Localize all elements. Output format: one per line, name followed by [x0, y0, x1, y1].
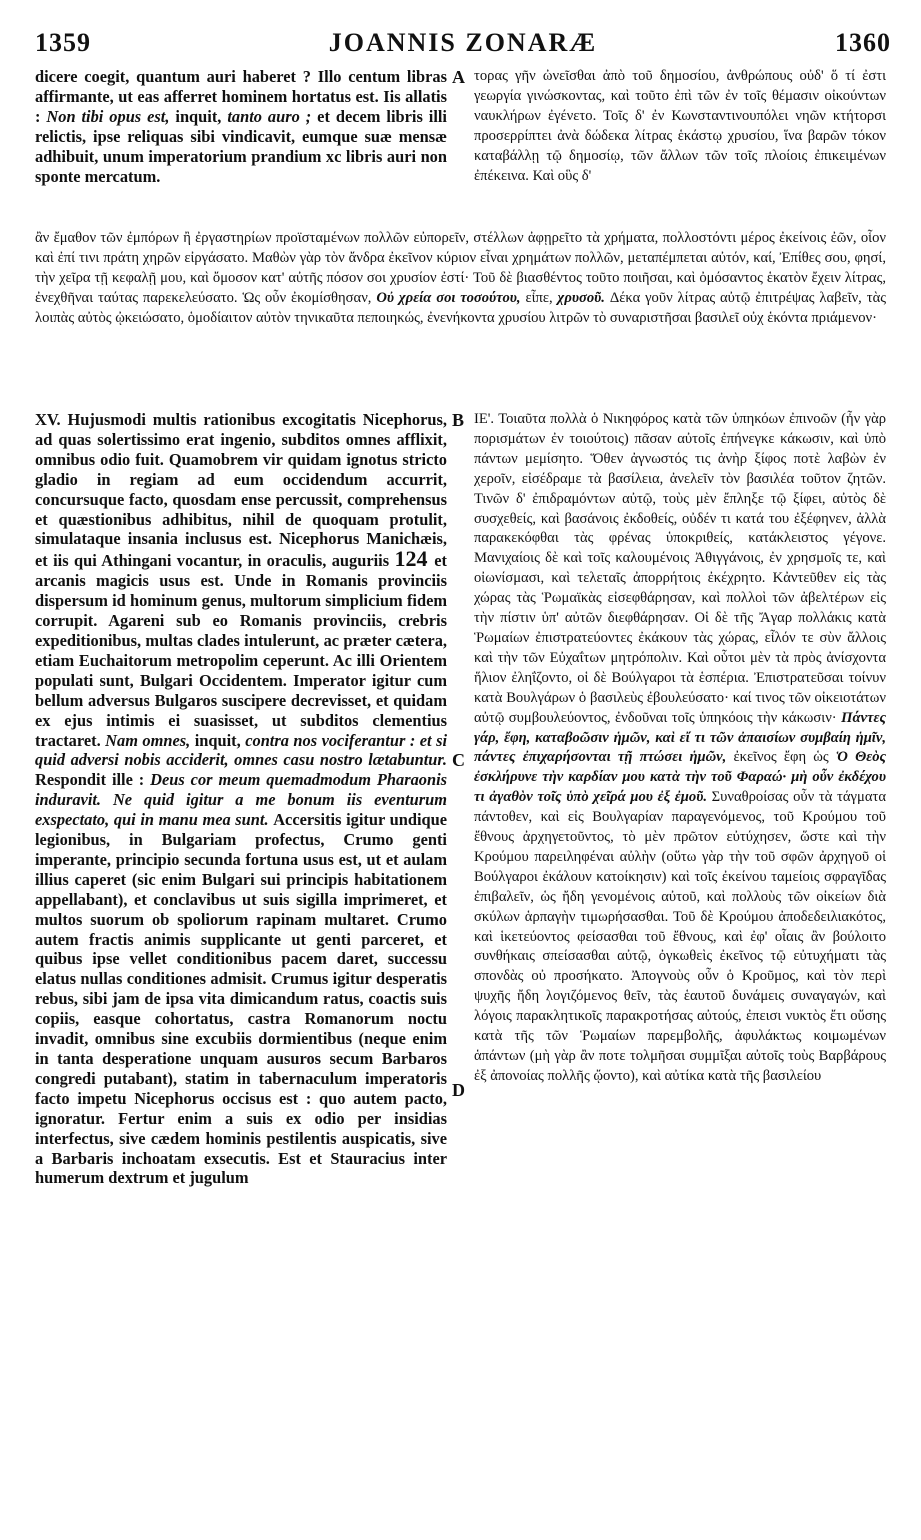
greek-quote: Ὁ Θεὸς ἐσκλήρυνε τὴν καρδίαν μου κατὰ τὴν τοῦ Φαραώ· μὴ οὖν ἐκδέχου τι ἀγαθὸν τοῖς ὑπὸ χεῖρά μου ἐξ ἐμοῦ.	[474, 749, 886, 806]
greek-text: ἐκεῖνος ἔφη ὡς	[733, 749, 836, 766]
latin-text: dicere coegit, quantum auri haberet ? Illo centum libras affirmante, ut eas afferret hominem hortatus est. Iis allatis :	[35, 67, 447, 126]
latin-text: Accersitis igitur undique legionibus, in Bulgariam profectus, Crumo genti imperante, principio secunda fortuna usus est, ut et aulam illius caperet (sic enim Bulgari sui principis habitationem appellabant), et conclavibus ut suis sigilla imprimeret, et multos suorum ob spoliorum rapinam multaret. Crumo autem fractis animis supplicante ut genti parceret, et quibus ipse vellet conditionibus pacem daret, successu elatus nullas conditiones admisit. Crumus igitur desperatis rebus, sibi jam de ipsa vita dimicandum ratus, coactis suis copiis, easque cohortatus, castra Romanorum noctu invadit, omnibus sine excubiis dormientibus (neque enim in tanta desperatione unquam ausuros secum Barbaros congredi putabant), statim in tabernaculum imperatoris facto impetu Nicephorus occisus est : quo autem pacto, ignoratur. Fertur enim a suis ex odio per insidias interfectus, sive cædem hominis pestilentis auspicatis, sive a Barbaris inchoatam exsecutis. Est et Stauracius inter humerum dextrum et jugulum	[35, 810, 447, 1188]
latin-text: Hujusmodi multis rationibus excogitatis Nicephorus, ad quas solertissimo erat ingenio, subditos omnes afflixit, omnibus odio fuit. Quamobrem vir quidam ignotus stricto gladio in regiam ad eum occidendum accurrit, concursuque facto, quosdam ense percussit, comprehensus et quæstionibus adhibitus, nihil de quoquam protulit, simulataque insania inclusus est. Nicephorus Manichæis, et iis qui Athingani vocantur, in oraculis, auguriis	[35, 410, 447, 571]
margin-marker-a: A	[452, 67, 465, 87]
latin-column-top	[35, 67, 447, 227]
greek-quote: Πάντες γάρ, ἔφη, καταβοῶσιν ἡμῶν, καὶ εἴ τι τῶν ἀπαισίων συμβαίη ἡμῖν, πάντες ἐπιχαρήσονται τῇ πτώσει ἡμῶν,	[474, 709, 886, 766]
latin-text: Respondit ille :	[35, 770, 151, 790]
latin-quote: contra nos vociferantur : et si quid adversi nobis acciderit, omnes casu nostro lætabuntur.	[35, 730, 447, 770]
greek-quote: Οὐ χρεία σοι τοσούτου,	[376, 289, 526, 306]
latin-quote: Non tibi opus est,	[46, 106, 176, 126]
page-header	[35, 28, 891, 62]
page-number-left: 1359	[35, 28, 91, 57]
latin-column-main	[35, 410, 447, 1522]
latin-text: et decem libris illi relictis, ipse reliquas sibi vindicavit, eumque suæ mensæ adhibuit, unum imperatorium prandium xc libris auri non sponte mercatum.	[35, 106, 447, 186]
greek-text: ἂν ἔμαθον τῶν ἐμπόρων ἢ ἐργαστηρίων προϊσταμένων πολλῶν εὐπορεῖν, στέλλων ἀφῃρεῖτο τὰ χρήματα, πολλοστόντι μέρος ἐκείνοις ἐῶν, οἷον καὶ ἐπί τινι πράτη χηρῶν εἰργάσατο. Μαθὼν γὰρ τὸν ἄνδρα ἐκεῖνον κύριον εἶναι χρημάτων πολλῶν, μεταπέμπεται αὐτόν, καί, Ἐπίθες σου, φησί, τὴν χεῖρα τῇ κεφαλῇ μου, καὶ ὄμοσον κατ' αὐτῆς πόσον σοι χρυσίον ἐστί· Τοῦ δὲ βιασθέντος τοῦτο ποιῆσαι, καὶ ὀμόσαντος ἑκατὸν ἔχειν λίτρας, ἐνεχθῆναι ταύτας παρεκελεύσατο. Ὡς οὖν ἐκομίσθησαν,	[35, 230, 886, 306]
folio-number: 124	[394, 546, 435, 572]
greek-full-width-passage	[35, 229, 886, 409]
latin-text: inquit,	[175, 106, 228, 126]
greek-text: τορας γῆν ὠνεῖσθαι ἀπὸ τοῦ δημοσίου, ἀνθρώπους οὐδ' ὅ τί ἐστι γεωργία γινώσκοντας, καὶ τοῦτο ἐπὶ τῶν ἐν τοῖς θέμασιν οἰκούντων ναυκλήρων ἐγένετο. Τοῖς δ' ἐν Κωνσταντινουπόλει νηῶν κτήτορσι προσερρίπτει ἀνὰ δώδεκα λίτρας ἑκάστῳ χρυσίου, ἵνα βαρῶν τόκον καταβάλλῃ τῷ δημοσίῳ, τῶν ἄλλων τῶν τοῖς πλοίοις ἐπικειμένων ἐπέκεινα. Καὶ οὓς δ'	[474, 68, 886, 184]
greek-text: εἶπε,	[525, 289, 558, 306]
page-number-right: 1360	[835, 28, 891, 57]
latin-text: et arcanis magicis usus est. Unde in Romanis provinciis dispersum id hominum genus, multorum simplicium fidem corrupit. Agareni sub eo Romanis provinciis, crebris expeditionibus, multas clades intulerunt, ac præter cætera, etiam Euchaitorum metropolim ceperunt. Ac illi Orientem populati sunt, Bulgari Occidentem. Imperator igitur cum bellum adversus Bulgaros suscipere decrevisset, et quidam ex ejus intimis ei suasisset, ut subditos clementius tractaret.	[35, 551, 447, 750]
margin-marker-d: D	[452, 1080, 465, 1100]
margin-marker-c: C	[452, 750, 465, 770]
section-number-latin: XV.	[35, 410, 68, 429]
greek-quote: χρυσοῦ.	[557, 289, 610, 306]
latin-quote: Deus cor meum quemadmodum Pharaonis induravit. Ne quid igitur a me bonum iis eventurum exspectato, qui in manu mea sunt.	[35, 770, 447, 830]
margin-marker-b: B	[452, 410, 465, 430]
greek-text: Συναθροίσας οὖν τὰ τάγματα πάντοθεν, καὶ εἰς Βουλγαρίαν παραγενόμενος, τοῦ Κρούμου τοῦ ἔθνους ἀρχηγετοῦντος, τὸ μὲν πρῶτον εὐτύχησεν, ὥστε καὶ τὴν Κρούμου παρειληφέναι αὐλὴν (οὕτω γὰρ τὴν τοῦ σφῶν ἀρχηγοῦ οἱ Βούλγαροι ἐκάλουν κατοίκησιν) καὶ τοῖς ἐκείνου ταμείοις σφραγῖδας ἐπιβαλεῖν, ὡς ἤδη γενομένοις αὐτοῦ, καὶ πολλοὺς τῶν οἰκείων διὰ σκύλων ἁρπαγὴν τιμωρήσασθαι. Τοῦ δὲ Κρούμου ἀποδεδειλιακότος, καὶ ἱκετεύοντος φείσασθαι τοῦ ἔθνους, καὶ ἐφ' οἷαις ἂν βούλοιτο συνθήκαις σπείσασθαι αὐτῷ, ὀγκωθεὶς ἐκεῖνος τῷ εὐτυχήματι τὰς σπονδὰς οὐ προσήκατο. Ἀπογνοὺς οὖν ὁ Κροῦμος, καὶ τὸν περὶ ψυχῆς ἤδη λογιζόμενος θεῖν, τὰς ἑαυτοῦ δυνάμεις συναγαγών, καὶ λόγοις παρακλητικοῖς παρακροτήσας αὐτούς, ἐπεισι νυκτὸς ἔτι οὔσης κατὰ τῆς τῶν Ῥωμαίων παρεμβολῆς, ἀφυλάκτως κοιμωμένων ἁπάντων (μὴ γὰρ ἂν ποτε τολμῆσαι συμμῖξαι αὐτοῖς τοὺς Βαρβάρους ἐξ ἀπονοίας πολλῆς ᾤοντο), καὶ αὐτίκα κατὰ τῆς βασιλείου	[474, 789, 886, 1084]
greek-column-top	[474, 67, 886, 227]
latin-quote: Nam omnes,	[105, 730, 195, 750]
greek-column-main	[474, 410, 886, 1522]
latin-text: inquit,	[194, 730, 246, 750]
latin-quote: tanto auro ;	[227, 106, 318, 126]
greek-text: Δέκα γοῦν λίτρας αὐτῷ ἐπιτρέψας λαβεῖν, τὰς λοιπὰς αὐτὸς ᾠκειώσατο, ὁμοδίαιτον αὐτὸν τηνικαῦτα πεποιηκώς, ἐνενήκοντα χρυσίου λιτρῶν τὸ συναριστῆσαι βασιλεῖ οὐχ ἑκόντα πριάμενον·	[35, 289, 886, 326]
running-title: JOANNIS ZONARÆ	[328, 28, 598, 57]
section-number-greek: ΙΕ'.	[474, 411, 499, 427]
greek-text: Τοιαῦτα πολλὰ ὁ Νικηφόρος κατὰ τῶν ὑπηκόων ἐπινοῶν (ἦν γὰρ πορισμάτων ἐν τοιούτοις) πᾶσαν αὐτοῖς ἐπήνεγκε κάκωσιν, καὶ ὑπὸ πάντων μεμίσητο. Ὅθεν ἀγνωστός τις ἀνὴρ ξίφος ποτὲ λαβὼν ἐν χεροῖν, εἰσέδραμε τὰ βασίλεια, ἀνελεῖν τὸν βασιλέα τοῦτον ζητῶν. Τινῶν δ' ἐπιδραμόντων αὐτῷ, τοὺς μὲν ἔπληξε τῷ ξίφει, αὐτὸς δὲ συσχεθείς, καὶ βασάνοις ἐκδοθείς, οὐδέν τι κατά του ἐξέφηνεν, ἀλλὰ παρακεκόφθαι τὰς φρένας ὑποκριθείς, κατάκλειστος γέγονε. Μανιχαίοις δὲ καὶ τοῖς καλουμένοις Ἀθιγγάνοις, ἐν χρησμοῖς τε, καὶ οἰωνίσμασι, καὶ τελεταῖς ἀπορρήτοις ἐκέχρητο. Κἀντεῦθεν εἰς τὰς χώρας τὰς Ῥωμαϊκὰς εἰσεφθάρησαν, καὶ πολλοὶ τῶν ἀβελτέρων εἰς τὴν πίστιν ὑπ' αὐτῶν διεφθάρησαν. Οἱ δὲ τῆς Ἄγαρ πολλάκις κατὰ Ῥωμαίων ἐπιστρατεύοντες ἐκάκουν τὰς χώρας, εἷλόν τε σὺν ἄλλοις καὶ τὴν τῶν Εὐχαΐτων μητρόπολιν. Καὶ οὗτοι μὲν τὰ πρὸς ἀνίσχοντα ἥλιον ἐληΐζοντο, οἱ δὲ Βούλγαροι τὰ ἑσπέρια. Ἐπιστρατεῦσαι τοίνυν κατὰ Βουλγάρων ὁ βασιλεὺς ἐβουλεύσατο· καί τινος τῶν οἰκειοτάτων αὐτῷ συμβουλεύοντος, ἐνδοῦναι τοῖς ὑπηκόοις τὴν κάκωσιν·	[474, 411, 886, 726]
